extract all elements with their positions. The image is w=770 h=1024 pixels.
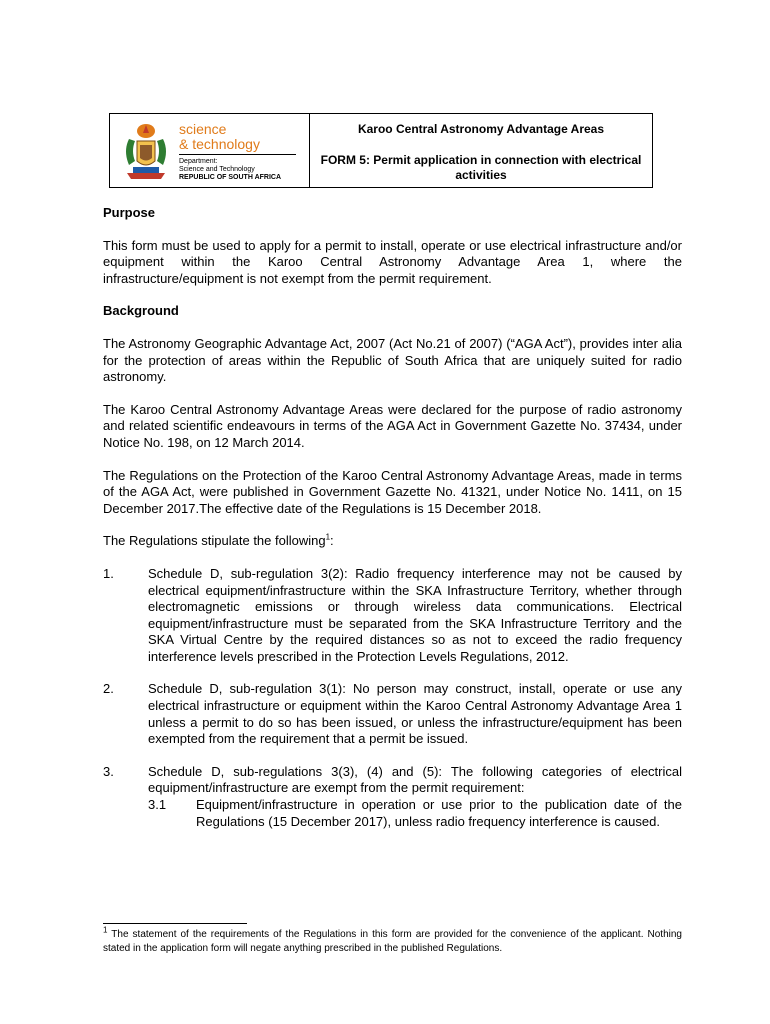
document-header [109, 113, 653, 188]
list-item-text: Schedule D, sub-regulation 3(1): No person may construct, install, operate or use any electrical infrastructure or equipment within the Karoo Central Astronomy Advantage Area 1 unless a permit to do so has been issued, or unless the infrastructure/equipment has been exempted from the requirement that a permit be issued. [148, 681, 682, 747]
background-paragraph-2: The Karoo Central Astronomy Advantage Areas were declared for the purpose of radio astronomy and related scientific endeavours in terms of the AGA Act in Government Gazette No. 37434, under Notice No. 198, on 12 March 2014. [103, 401, 682, 450]
logo-wordmark [179, 122, 297, 182]
logo-department-label: Department: [179, 158, 218, 165]
sub-list-item-number: 3.1 [148, 797, 167, 813]
list-item [103, 681, 682, 747]
purpose-heading: Purpose [103, 205, 156, 220]
list-item-text: Schedule D, sub-regulations 3(3), (4) and (5): The following categories of electrical equipment/infrastructure are exempt from the permit requirement: [148, 763, 682, 796]
document-title: Karoo Central Astronomy Advantage Areas [357, 122, 605, 136]
background-paragraph-1: The Astronomy Geographic Advantage Act, 2007 (Act No.21 of 2007) (“AGA Act”), provides inter alia for the protection of areas within the Republic of South Africa that are uniquely suited for radio astronomy. [103, 335, 682, 385]
footnote-reference: 1 [325, 532, 331, 542]
regulations-intro [103, 533, 682, 550]
document-body [103, 205, 682, 830]
list-item [103, 764, 682, 830]
list-item-number: 1. [103, 565, 114, 581]
sub-list-item [148, 797, 682, 830]
logo-technology-text: & technology [179, 136, 260, 152]
list-item-text: Schedule D, sub-regulation 3(2): Radio frequency interference may not be caused by electrical equipment/infrastructure within the SKA Infrastructure Territory, whether through electromagnetic emissions or through wireless data communications. Electrical equipment/infrastructure must be separated from the SKA Infrastructure Territory and the SKA Virtual Centre by the required distances so as not to exceed the radio frequency interference levels prescribed in the Protection Levels Regulations, 2012. [148, 565, 682, 664]
header-title-cell [310, 114, 652, 187]
logo-country: REPUBLIC OF SOUTH AFRICA [179, 174, 282, 181]
footnote-mark: 1 [103, 925, 108, 935]
form-title: FORM 5: Permit application in connection with electrical activities [320, 153, 642, 182]
regulations-intro-text: The Regulations stipulate the following [103, 533, 326, 549]
background-heading: Background [103, 303, 179, 319]
department-logo [110, 114, 310, 187]
background-paragraph-3: The Regulations on the Protection of the Karoo Central Astronomy Advantage Areas, made in terms of the AGA Act, were published in Government Gazette No. 41321, under Notice No. 1411, on 15 December 2017.The effective date of the Regulations is 15 December 2018. [103, 467, 682, 516]
coat-of-arms-icon [121, 121, 171, 181]
regulations-intro-colon: : [330, 533, 334, 549]
footnote [103, 925, 682, 956]
list-item [103, 566, 682, 666]
sub-list-item-text: Equipment/infrastructure in operation or use prior to the publication date of the Regulations (15 December 2017), unless radio frequency interference is caused. [196, 797, 682, 829]
list-item-number: 2. [103, 681, 114, 697]
list-item-body [148, 764, 682, 830]
list-item-number: 3. [103, 763, 114, 779]
purpose-text: This form must be used to apply for a permit to install, operate or use electrical infrastructure and/or equipment within the Karoo Central Astronomy Advantage Area 1, where the infrastructure/equipment is not exempt from the permit requirement. [103, 237, 682, 286]
logo-science-text: science [179, 121, 227, 137]
footnote-text: The statement of the requirements of the Regulations in this form are provided for the convenience of the applicant. Nothing stated in the application form will negate anything prescribed in the published Regulations. [103, 929, 682, 954]
logo-divider [179, 154, 296, 155]
footnote-divider [103, 923, 247, 924]
logo-department-name: Science and Technology [179, 166, 255, 173]
